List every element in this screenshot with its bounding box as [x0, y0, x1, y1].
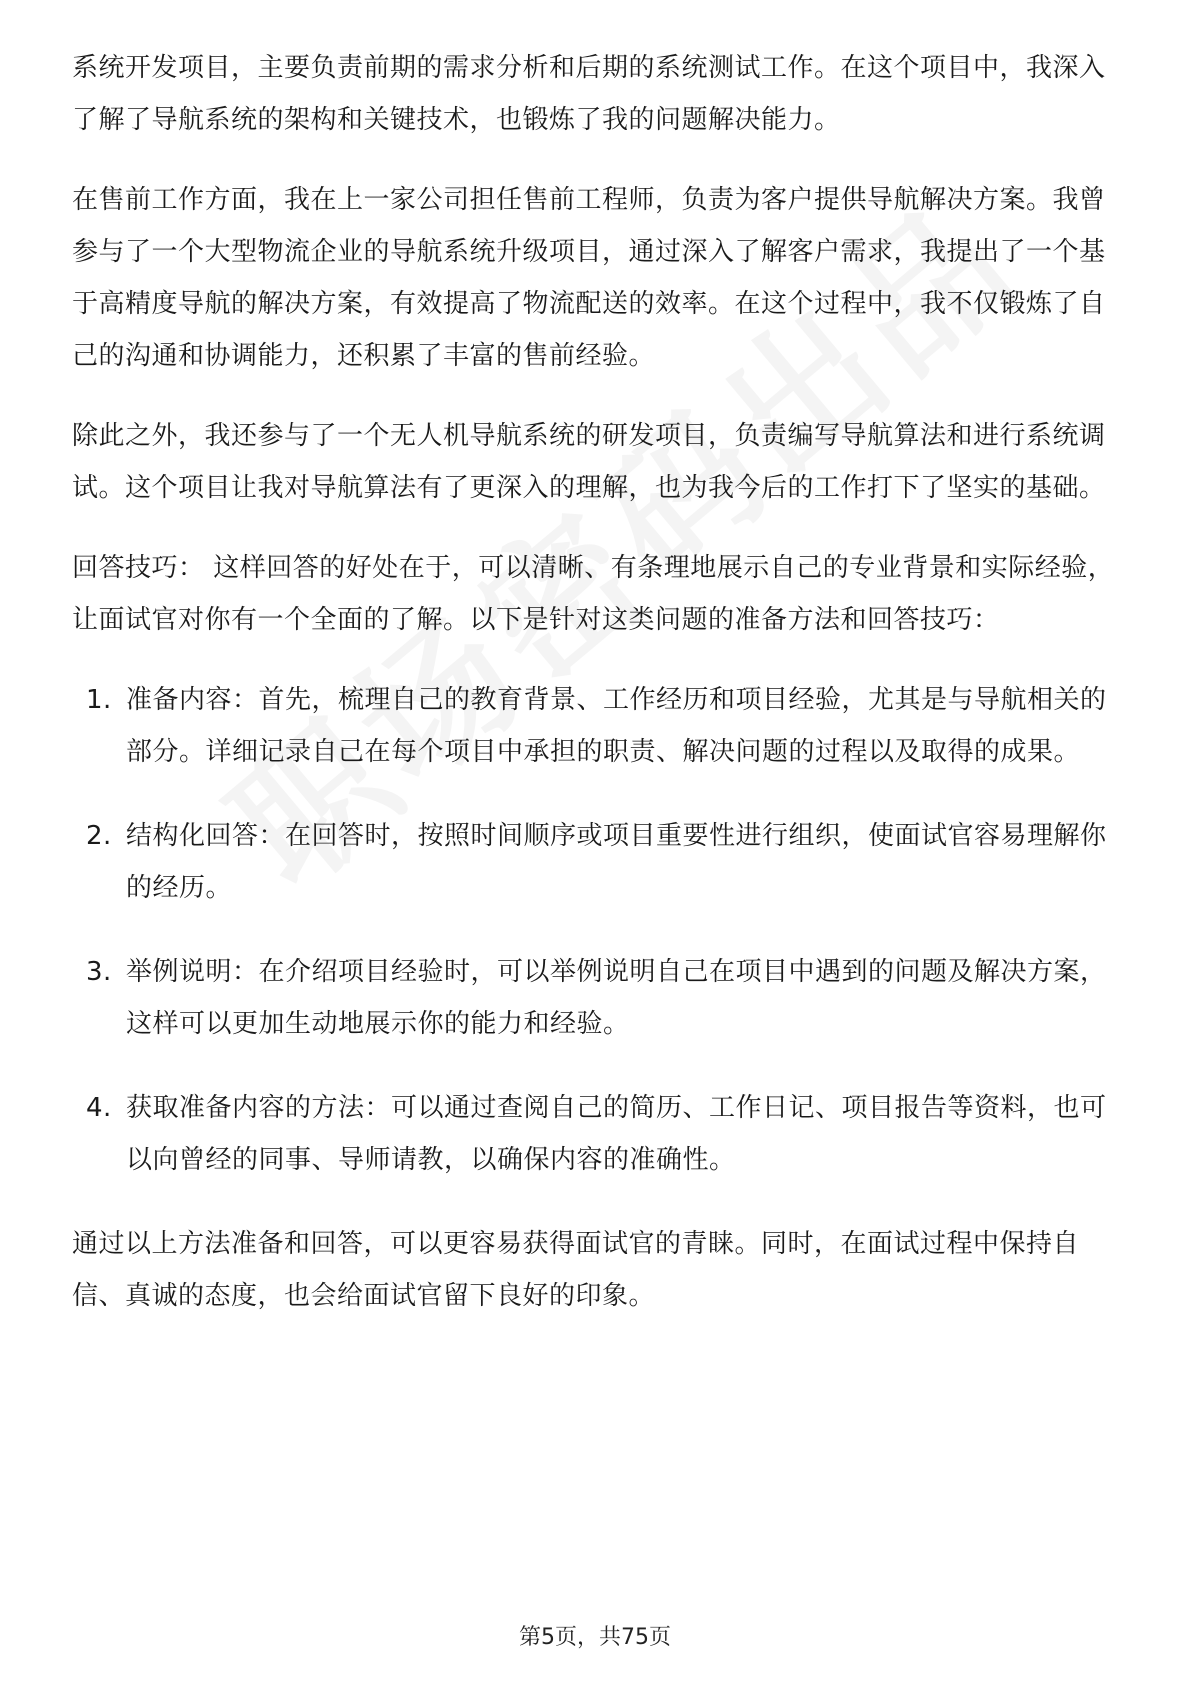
- list-item-text: 准备内容：首先，梳理自己的教育背景、工作经历和项目经验，尤其是与导航相关的部分。详细记录自己在每个项目中承担的职责、解决问题的过程以及取得的成果。: [126, 685, 1107, 767]
- list-item-text: 结构化回答：在回答时，按照时间顺序或项目重要性进行组织，使面试官容易理解你的经历。: [126, 821, 1107, 903]
- list-number: 2.: [86, 821, 112, 851]
- list-number: 4.: [86, 1093, 112, 1123]
- page-footer: 第5页，共75页: [519, 1625, 671, 1650]
- list-item: [72, 946, 1122, 1050]
- paragraph-drone-project: 除此之外，我还参与了一个无人机导航系统的研发项目，负责编写导航算法和进行系统调试。这个项目让我对导航算法有了更深入的理解，也为我今后的工作打下了坚实的基础。: [72, 421, 1106, 503]
- paragraph-project-experience: 系统开发项目，主要负责前期的需求分析和后期的系统测试工作。在这个项目中，我深入了解了导航系统的架构和关键技术，也锻炼了我的问题解决能力。: [72, 53, 1106, 135]
- list-item: [72, 810, 1122, 914]
- list-item-text: 举例说明：在介绍项目经验时，可以举例说明自己在项目中遇到的问题及解决方案，这样可以更加生动地展示你的能力和经验。: [126, 957, 1107, 1039]
- list-item: [72, 1082, 1122, 1186]
- list-item-text: 获取准备内容的方法：可以通过查阅自己的简历、工作日记、项目报告等资料，也可以向曾经的同事、导师请教，以确保内容的准确性。: [126, 1093, 1107, 1175]
- paragraph-answer-tips: 回答技巧： 这样回答的好处在于，可以清晰、有条理地展示自己的专业背景和实际经验，让面试官对你有一个全面的了解。以下是针对这类问题的准备方法和回答技巧：: [72, 553, 1115, 635]
- tips-list: [72, 674, 1122, 1186]
- list-number: 1.: [86, 685, 112, 715]
- list-item: [72, 674, 1122, 778]
- document-body: [72, 42, 1122, 1350]
- paragraph-closing: 通过以上方法准备和回答，可以更容易获得面试官的青睐。同时，在面试过程中保持自信、真诚的态度，也会给面试官留下良好的印象。: [72, 1229, 1080, 1311]
- list-number: 3.: [86, 957, 112, 987]
- paragraph-presales-experience: 在售前工作方面，我在上一家公司担任售前工程师，负责为客户提供导航解决方案。我曾参与了一个大型物流企业的导航系统升级项目，通过深入了解客户需求，我提出了一个基于高精度导航的解决方案，有效提高了物流配送的效率。在这个过程中，我不仅锻炼了自己的沟通和协调能力，还积累了丰富的售前经验。: [72, 185, 1106, 371]
